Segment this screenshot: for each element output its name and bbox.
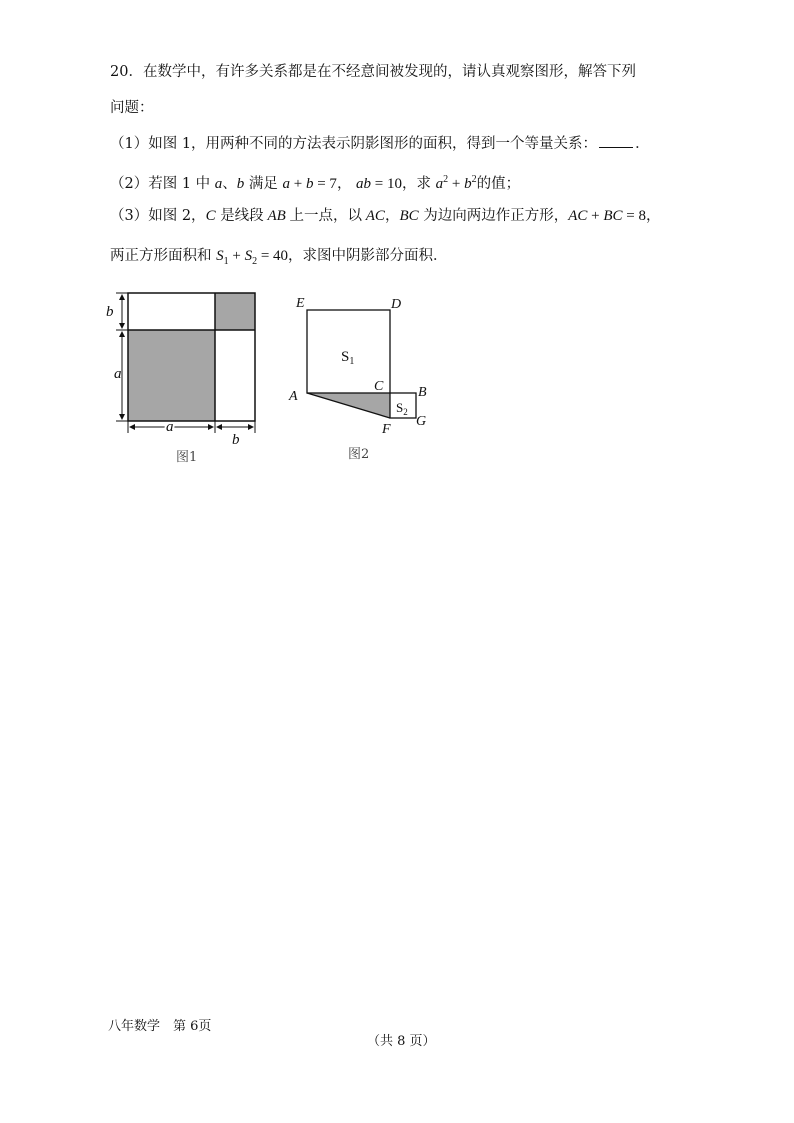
footer-page-label: 八年数学 第 6页 xyxy=(108,1019,212,1034)
part-2: （2）若图 1 中 a、b 满足 a + b = 7， ab = 10，求 $a^2 + b^2$的值； xyxy=(110,174,521,192)
label-a-bottom: a xyxy=(166,419,174,435)
part-1 xyxy=(110,134,650,154)
label-b-left: b xyxy=(106,304,114,320)
label-D: D xyxy=(391,297,402,312)
part-3-text-f: ，求图中阴影部分面积． xyxy=(288,248,448,264)
label-C: C xyxy=(374,379,384,394)
part-3-text-e: 两正方形面积和 xyxy=(110,248,212,264)
part-1-end: ． xyxy=(635,136,650,152)
label-A: A xyxy=(289,389,298,404)
math-s1-plus-s2: S xyxy=(216,248,224,264)
part-3-text-c: 上一点，以 xyxy=(289,208,363,224)
part-3-cont: 两正方形面积和 $S_1 + S_2 = 40$，求图中阴影部分面积． xyxy=(110,248,448,267)
shade-square-b xyxy=(215,293,255,330)
part-3-text-d: 为边向两边作正方形， xyxy=(423,208,569,224)
figure-2-caption: 图2 xyxy=(348,447,370,462)
part-2-text-c: ，求 xyxy=(402,175,432,192)
question-intro: 20．在数学中，有许多关系都是在不经意间被发现的，请认真观察图形，解答下列 xyxy=(110,64,636,80)
math-a-comma-b: a xyxy=(214,175,223,192)
question-intro-cont: 问题： xyxy=(110,100,154,116)
part-3-text-b: 是线段 xyxy=(220,208,264,224)
part-2-text-a: （2）若图 1 中 xyxy=(110,175,211,192)
question-line-1 xyxy=(110,62,636,82)
figure-2 xyxy=(285,290,435,440)
label-S1: $S_1$ xyxy=(341,349,355,367)
math-a-plus-b: a xyxy=(282,175,290,192)
part-2-text-b: 满足 xyxy=(248,175,278,192)
math-ab: ab xyxy=(356,175,372,192)
part-1-text: （1）如图 1，用两种不同的方法表示阴影图形的面积，得到一个等量关系： xyxy=(110,136,598,152)
label-a-left: a xyxy=(114,366,122,382)
label-S2: $S_2$ xyxy=(396,400,408,417)
question-line-2 xyxy=(110,98,154,118)
figure-1-caption: 图1 xyxy=(176,450,198,465)
footer-total-pages: （共 8 页） xyxy=(367,1034,436,1049)
label-F: F xyxy=(382,422,391,437)
label-b-bottom: b xyxy=(232,432,240,445)
figure-1 xyxy=(100,285,270,445)
math-a2-plus-b2: a xyxy=(435,175,444,192)
part-3: （3）如图 2，C 是线段 AB 上一点，以 AC，BC 为边向两边作正方形，AC + BC = 8， xyxy=(110,208,661,224)
label-B: B xyxy=(418,385,427,400)
label-E: E xyxy=(296,296,305,311)
part-3-text-a: （3）如图 2， xyxy=(110,208,206,224)
label-G: G xyxy=(416,414,427,429)
shade-square-a xyxy=(128,330,215,421)
part-2-text-d: 的值； xyxy=(476,175,521,192)
answer-blank xyxy=(599,135,633,148)
